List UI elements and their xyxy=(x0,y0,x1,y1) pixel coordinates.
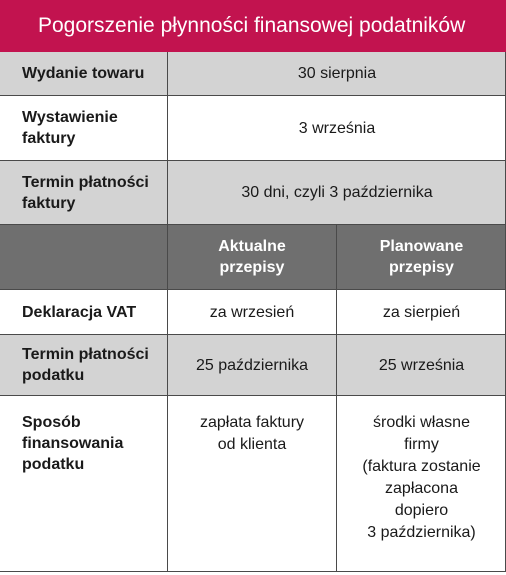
row-label-wystawienie xyxy=(0,96,167,160)
row-label-text: Wystawienie faktury xyxy=(22,109,118,147)
header-empty-cell xyxy=(0,225,167,289)
row-divider xyxy=(0,95,506,96)
cell-termin-podatku-aktualne xyxy=(168,335,336,395)
row-value-text: 30 dni, czyli 3 października xyxy=(241,184,433,201)
row-divider xyxy=(0,395,506,396)
row-divider xyxy=(0,160,506,161)
row-label-sposob xyxy=(0,396,167,575)
row-label-text: Sposób finansowania podatku xyxy=(22,414,124,473)
row-divider xyxy=(0,289,506,290)
row-label-text: Deklaracja VAT xyxy=(22,303,137,321)
cell-deklaracja-aktualne xyxy=(168,290,336,334)
column-header-aktualne xyxy=(168,225,336,289)
row-label-wydanie xyxy=(0,52,167,95)
cell-termin-podatku-planowane xyxy=(337,335,506,395)
row-label-termin-faktury xyxy=(0,161,167,224)
cell-text: za sierpień xyxy=(382,303,461,321)
cell-text: za wrzesień xyxy=(209,303,295,321)
cell-deklaracja-planowane xyxy=(337,290,506,334)
cell-sposob-planowane xyxy=(337,396,506,575)
row-label-termin-podatku xyxy=(0,335,167,395)
cell-text: 25 października xyxy=(195,356,309,374)
column-header-text: Planowane przepisy xyxy=(379,238,464,276)
column-header-planowane xyxy=(337,225,506,289)
cell-sposob-aktualne xyxy=(168,396,336,575)
row-value-text: 3 września xyxy=(298,119,376,137)
column-divider xyxy=(336,225,337,572)
column-header-text: Aktualne przepisy xyxy=(218,238,286,276)
cell-text: 25 września xyxy=(378,356,465,374)
row-value-wystawienie xyxy=(168,96,506,160)
table-title: Pogorszenie płynności finansowej podatników xyxy=(0,0,506,52)
cell-text: zapłata faktury od klienta xyxy=(199,414,305,453)
row-label-text: Termin płatności faktury xyxy=(22,173,149,212)
row-label-deklaracja xyxy=(0,290,167,334)
cell-text: środki własne firmy (faktura zostanie zapłacona dopiero 3 października) xyxy=(362,414,481,541)
row-value-text: 30 sierpnia xyxy=(297,65,377,82)
row-value-termin-faktury xyxy=(168,161,506,224)
row-label-text: Wydanie towaru xyxy=(22,65,145,82)
column-divider xyxy=(167,52,168,572)
row-label-text: Termin płatności podatku xyxy=(22,346,149,384)
row-value-wydanie xyxy=(168,52,506,95)
row-divider xyxy=(0,334,506,335)
row-divider xyxy=(0,571,506,572)
row-divider xyxy=(0,224,506,225)
